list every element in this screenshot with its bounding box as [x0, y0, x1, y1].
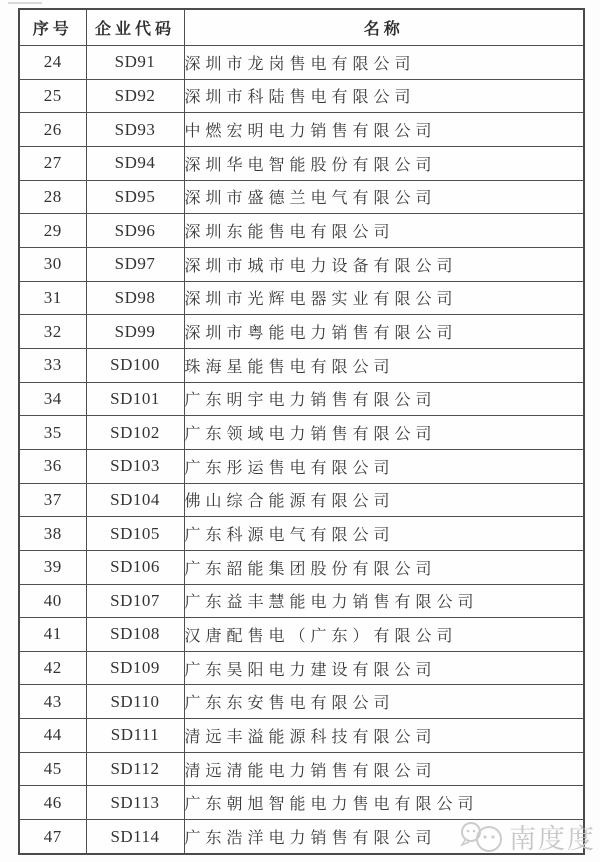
- table-row: [19, 46, 584, 80]
- serial-number-cell: 43: [19, 685, 86, 719]
- table-body: [19, 46, 584, 855]
- company-code-cell: SD107: [86, 584, 184, 618]
- serial-number-cell: 26: [19, 113, 86, 147]
- company-code-cell: SD111: [86, 719, 184, 753]
- company-name-cell: 深圳市城市电力设备有限公司: [184, 247, 584, 281]
- table-row: [19, 517, 584, 551]
- company-name-cell: 深圳市科陆售电有限公司: [184, 79, 584, 113]
- company-roster-table: [18, 8, 585, 855]
- company-code-cell: SD92: [86, 79, 184, 113]
- serial-number-cell: 37: [19, 483, 86, 517]
- table-row: [19, 281, 584, 315]
- company-name-cell: 深圳东能售电有限公司: [184, 214, 584, 248]
- serial-number-cell: 32: [19, 315, 86, 349]
- serial-number-cell: 28: [19, 180, 86, 214]
- company-name-cell: 清远丰溢能源科技有限公司: [184, 719, 584, 753]
- company-code-cell: SD95: [86, 180, 184, 214]
- table-row: [19, 618, 584, 652]
- company-code-cell: SD96: [86, 214, 184, 248]
- company-code-cell: SD102: [86, 416, 184, 450]
- company-code-cell: SD103: [86, 449, 184, 483]
- table-row: [19, 315, 584, 349]
- company-name-cell: 广东领域电力销售有限公司: [184, 416, 584, 450]
- serial-number-cell: 38: [19, 517, 86, 551]
- company-code-cell: SD110: [86, 685, 184, 719]
- company-code-cell: SD108: [86, 618, 184, 652]
- table-row: [19, 651, 584, 685]
- scan-artifact: [8, 2, 42, 4]
- company-code-cell: SD98: [86, 281, 184, 315]
- serial-number-cell: 45: [19, 752, 86, 786]
- table-row: [19, 752, 584, 786]
- table-row: [19, 449, 584, 483]
- company-code-cell: SD93: [86, 113, 184, 147]
- company-code-cell: SD114: [86, 820, 184, 854]
- serial-number-cell: 44: [19, 719, 86, 753]
- serial-number-cell: 35: [19, 416, 86, 450]
- company-name-cell: 深圳市光辉电器实业有限公司: [184, 281, 584, 315]
- header-company-name: 名称: [184, 9, 584, 46]
- company-name-cell: 广东昊阳电力建设有限公司: [184, 651, 584, 685]
- table-row: [19, 416, 584, 450]
- company-name-cell: 深圳市粤能电力销售有限公司: [184, 315, 584, 349]
- table-header: [19, 9, 584, 46]
- company-code-cell: SD113: [86, 786, 184, 820]
- company-code-cell: SD100: [86, 348, 184, 382]
- company-name-cell: 广东彤运售电有限公司: [184, 449, 584, 483]
- table-row: [19, 214, 584, 248]
- company-name-cell: 深圳市龙岗售电有限公司: [184, 46, 584, 80]
- serial-number-cell: 36: [19, 449, 86, 483]
- serial-number-cell: 29: [19, 214, 86, 248]
- company-code-cell: SD94: [86, 146, 184, 180]
- company-code-cell: SD104: [86, 483, 184, 517]
- table-row: [19, 146, 584, 180]
- company-code-cell: SD112: [86, 752, 184, 786]
- company-name-cell: 深圳华电智能股份有限公司: [184, 146, 584, 180]
- company-name-cell: 广东韶能集团股份有限公司: [184, 550, 584, 584]
- serial-number-cell: 42: [19, 651, 86, 685]
- company-code-cell: SD105: [86, 517, 184, 551]
- watermark-text: 南度度: [509, 824, 596, 854]
- company-name-cell: 广东浩洋电力销售有限公司: [184, 820, 584, 854]
- table-header-row: [19, 9, 584, 46]
- serial-number-cell: 46: [19, 786, 86, 820]
- company-name-cell: 佛山综合能源有限公司: [184, 483, 584, 517]
- company-name-cell: 广东科源电气有限公司: [184, 517, 584, 551]
- company-code-cell: SD109: [86, 651, 184, 685]
- serial-number-cell: 39: [19, 550, 86, 584]
- serial-number-cell: 30: [19, 247, 86, 281]
- serial-number-cell: 40: [19, 584, 86, 618]
- table-row: [19, 113, 584, 147]
- table-row: [19, 786, 584, 820]
- serial-number-cell: 24: [19, 46, 86, 80]
- company-name-cell: 广东朝旭智能电力售电有限公司: [184, 786, 584, 820]
- company-code-cell: SD101: [86, 382, 184, 416]
- company-name-cell: 深圳市盛德兰电气有限公司: [184, 180, 584, 214]
- company-code-cell: SD91: [86, 46, 184, 80]
- company-name-cell: 汉唐配售电（广东）有限公司: [184, 618, 584, 652]
- table-row: [19, 550, 584, 584]
- company-name-cell: 中燃宏明电力销售有限公司: [184, 113, 584, 147]
- serial-number-cell: 33: [19, 348, 86, 382]
- company-name-cell: 广东益丰慧能电力销售有限公司: [184, 584, 584, 618]
- company-name-cell: 珠海星能售电有限公司: [184, 348, 584, 382]
- company-name-cell: 广东明宇电力销售有限公司: [184, 382, 584, 416]
- table-row: [19, 180, 584, 214]
- table-row: [19, 820, 584, 854]
- serial-number-cell: 31: [19, 281, 86, 315]
- company-name-cell: 清远清能电力销售有限公司: [184, 752, 584, 786]
- table-row: [19, 348, 584, 382]
- serial-number-cell: 47: [19, 820, 86, 854]
- table-row: [19, 685, 584, 719]
- header-company-code: 企业代码: [86, 9, 184, 46]
- company-name-cell: 广东东安售电有限公司: [184, 685, 584, 719]
- serial-number-cell: 27: [19, 146, 86, 180]
- table-row: [19, 79, 584, 113]
- table-row: [19, 382, 584, 416]
- company-code-cell: SD97: [86, 247, 184, 281]
- table-row: [19, 247, 584, 281]
- table-row: [19, 584, 584, 618]
- header-serial-number: 序号: [19, 9, 86, 46]
- table-row: [19, 483, 584, 517]
- serial-number-cell: 34: [19, 382, 86, 416]
- company-code-cell: SD106: [86, 550, 184, 584]
- serial-number-cell: 41: [19, 618, 86, 652]
- company-code-cell: SD99: [86, 315, 184, 349]
- serial-number-cell: 25: [19, 79, 86, 113]
- table-row: [19, 719, 584, 753]
